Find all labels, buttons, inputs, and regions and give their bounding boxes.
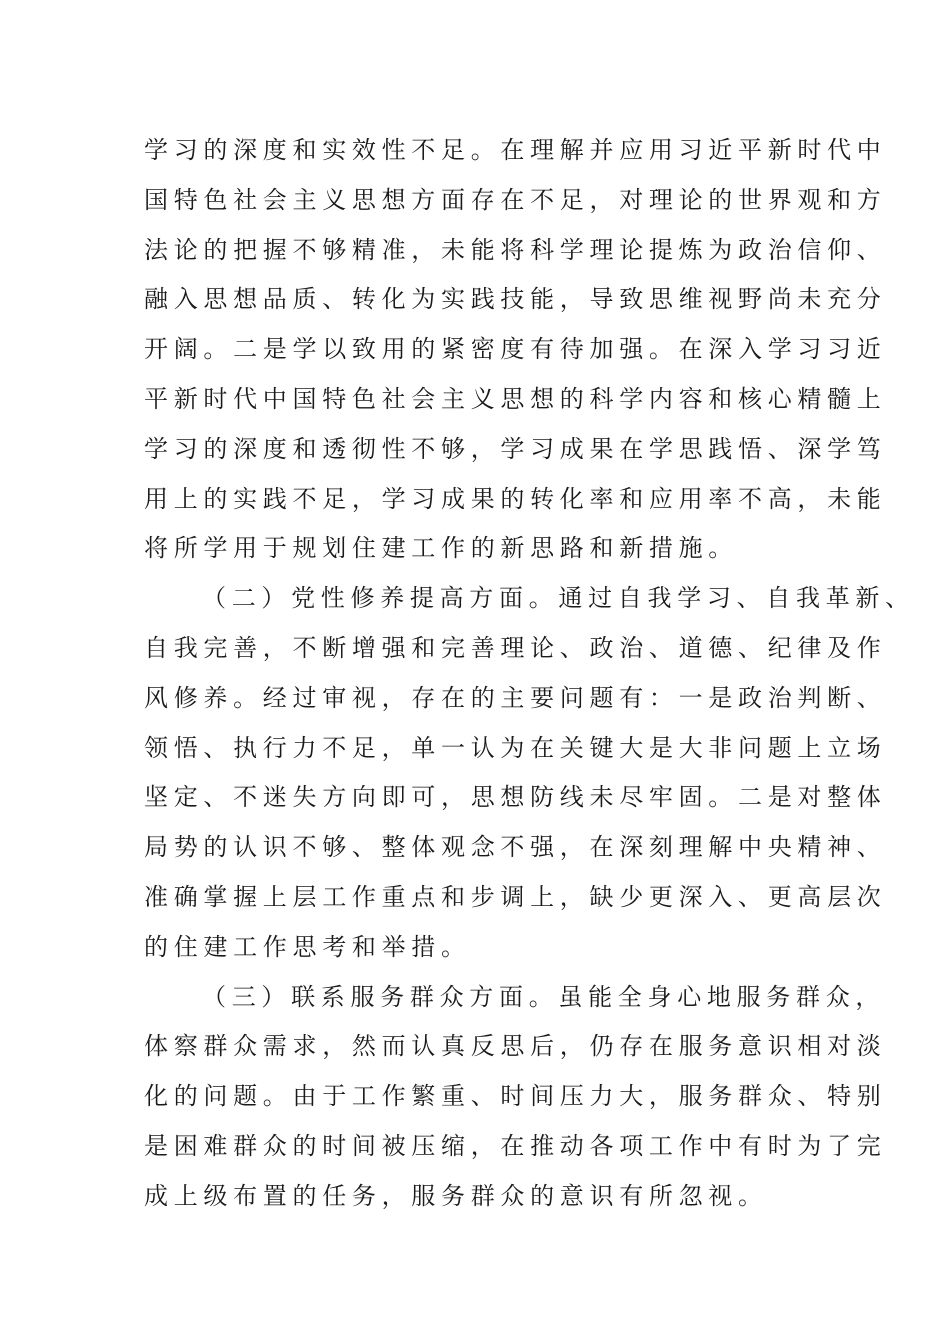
text-line: 将所学用于规划住建工作的新思路和新措施。 [144,534,738,563]
text-line: 国特色社会主义思想方面存在不足，对理论的世界观和方 [144,185,887,214]
text-line: 融入思想品质、转化为实践技能，导致思维视野尚未充分 [144,285,887,314]
text-line: 准确掌握上层工作重点和步调上，缺少更深入、更高层次 [144,882,887,911]
text-line: 成上级布置的任务，服务群众的意识有所忽视。 [144,1181,768,1210]
text-line: 用上的实践不足，学习成果的转化率和应用率不高，未能 [144,484,887,513]
text-line: 坚定、不迷失方向即可，思想防线未尽牢固。二是对整体 [144,783,887,812]
section-heading-line: （三）联系服务群众方面。虽能全身心地服务群众， [202,982,886,1011]
text-line: 平新时代中国特色社会主义思想的科学内容和核心精髓上 [144,384,887,413]
text-line: 是困难群众的时间被压缩，在推动各项工作中有时为了完 [144,1131,887,1160]
text-line: 法论的把握不够精准，未能将科学理论提炼为政治信仰、 [144,235,887,264]
text-line: 学习的深度和透彻性不够，学习成果在学思践悟、深学笃 [144,434,887,463]
text-line: 的住建工作思考和举措。 [144,932,471,961]
text-line: 体察群众需求，然而认真反思后，仍存在服务意识相对淡 [144,1032,887,1061]
text-line: 自我完善，不断增强和完善理论、政治、道德、纪律及作 [144,633,887,662]
section-heading-line: （二）党性修养提高方面。通过自我学习、自我革新、 [202,584,915,613]
text-line: 领悟、执行力不足，单一认为在关键大是大非问题上立场 [144,733,887,762]
document-body [144,126,915,1222]
text-line: 学习的深度和实效性不足。在理解并应用习近平新时代中 [144,136,887,164]
text-line: 开阔。二是学以致用的紧密度有待加强。在深入学习习近 [144,335,887,364]
text-line: 风修养。经过审视，存在的主要问题有：一是政治判断、 [144,683,887,712]
text-line: 局势的认识不够、整体观念不强，在深刻理解中央精神、 [144,833,887,862]
text-line: 化的问题。由于工作繁重、时间压力大，服务群众、特别 [144,1082,887,1111]
